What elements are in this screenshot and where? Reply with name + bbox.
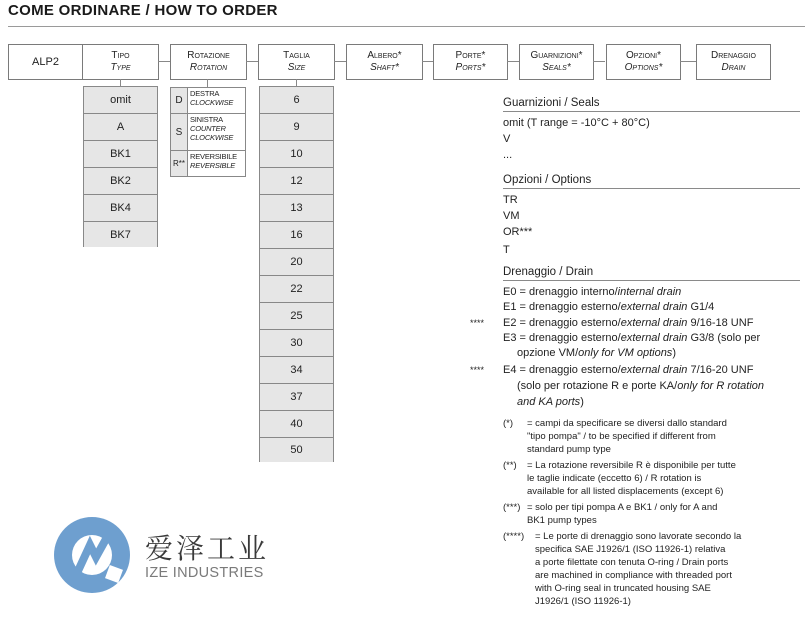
note-key: (***) [503, 502, 521, 513]
connector [246, 61, 258, 62]
footnote-mark: **** [470, 318, 485, 328]
connector [334, 61, 346, 62]
size-option: 20 [260, 248, 333, 275]
type-options-list [83, 86, 158, 247]
option-item: T [503, 244, 510, 256]
rotation-code: R** [171, 151, 188, 176]
rotation-en: CLOCKWISE [190, 98, 234, 107]
watermark-cn: 爱泽工业 [145, 532, 270, 565]
rotation-it: SINISTRA [190, 115, 223, 124]
note-key: (**) [503, 460, 517, 471]
rotation-it: DESTRA [190, 89, 220, 98]
model-code: ALP2 [32, 56, 59, 68]
size-options-list [259, 86, 334, 462]
option-item: VM [503, 210, 520, 222]
type-option: BK4 [84, 194, 157, 221]
label-it: Taglia [283, 50, 310, 61]
note-text: = Le porte di drenaggio sono lavorate secondo la specifica SAE J1926/1 (ISO 11926-1) relativa a porte filettate con tenuta O-ring / Drain ports are machined in compliance with threaded port with O-ring seal in truncated housing SAE J1926/1 (ISO 11926-1) [535, 531, 742, 607]
size-option: 25 [260, 302, 333, 329]
label-it: Rotazione [187, 50, 230, 61]
drain-item: E2 = drenaggio esterno/external drain 9/16-18 UNF [503, 317, 754, 329]
label-it: Porte* [455, 50, 486, 61]
label-en: Options* [624, 62, 663, 73]
type-option: BK7 [84, 221, 157, 247]
size-option: 34 [260, 356, 333, 383]
size-option: 12 [260, 167, 333, 194]
drain-heading: Drenaggio / Drain [503, 266, 800, 281]
size-option: 30 [260, 329, 333, 356]
code-box-model [8, 44, 83, 80]
code-box-size [258, 44, 335, 80]
size-option: 40 [260, 410, 333, 437]
rotation-option [171, 151, 245, 176]
footnote-mark: **** [470, 365, 485, 375]
connector [680, 61, 696, 62]
connector [422, 61, 433, 62]
code-box-shaft [346, 44, 423, 80]
connector [507, 61, 519, 62]
label-it: Drenaggio [711, 50, 756, 61]
title-divider [8, 26, 805, 27]
rotation-options-table [170, 87, 246, 177]
label-en: Rotation [189, 62, 228, 73]
size-option: 13 [260, 194, 333, 221]
drain-item-cont: and KA ports) [517, 396, 584, 408]
drain-item: E4 = drenaggio esterno/external drain 7/16-20 UNF [503, 364, 754, 376]
options-heading: Opzioni / Options [503, 174, 800, 189]
size-option: 16 [260, 221, 333, 248]
label-en: Size [287, 62, 306, 73]
connector [158, 61, 170, 62]
label-it: Guarnizioni* [530, 50, 583, 61]
label-it: Opzioni* [625, 50, 661, 61]
code-box-type [82, 44, 159, 80]
size-option: 37 [260, 383, 333, 410]
seal-item: V [503, 133, 511, 145]
rotation-it: REVERSIBILE [190, 152, 237, 161]
type-option: BK2 [84, 167, 157, 194]
size-option: 6 [260, 86, 333, 113]
label-it: Tipo [111, 50, 130, 61]
drain-item-cont: (solo per rotazione R e porte KA/only for R rotation [517, 380, 765, 392]
seals-heading: Guarnizioni / Seals [503, 97, 800, 112]
size-option: 10 [260, 140, 333, 167]
page-title: COME ORDINARE / HOW TO ORDER [8, 2, 278, 19]
drain-item: E3 = drenaggio esterno/external drain G3/8 (solo per [503, 332, 761, 344]
size-option: 9 [260, 113, 333, 140]
code-box-rotation [170, 44, 247, 80]
watermark-logo-icon [52, 515, 132, 595]
connector-rotation [207, 79, 208, 87]
drain-item: E1 = drenaggio esterno/external drain G1/4 [503, 301, 715, 313]
label-it: Albero* [367, 50, 402, 61]
size-option: 50 [260, 437, 333, 462]
option-item: TR [503, 194, 518, 206]
size-option: 22 [260, 275, 333, 302]
note-key: (****) [503, 531, 525, 542]
rotation-code: S [171, 114, 188, 150]
type-option: A [84, 113, 157, 140]
rotation-en: COUNTER CLOCKWISE [190, 124, 234, 142]
rotation-en: REVERSIBLE [190, 161, 236, 170]
rotation-code: D [171, 88, 188, 113]
rotation-option [171, 114, 245, 151]
note-text: = campi da specificare se diversi dallo standard "tipo pompa" / to be specified if different from standard pump type [527, 418, 727, 455]
note-text: = La rotazione reversibile R è disponibile per tutte le taglie indicate (eccetto 6) / R rotation is available for all listed displacements (except 6) [527, 460, 736, 497]
note-key: (*) [503, 418, 514, 429]
drain-item-cont: opzione VM/only for VM options) [517, 347, 676, 359]
rotation-option [171, 88, 245, 114]
seal-item: omit (T range = -10°C + 80°C) [503, 117, 650, 129]
watermark-en: IZE INDUSTRIES [145, 565, 264, 581]
option-item: OR*** [503, 226, 533, 238]
type-option: BK1 [84, 140, 157, 167]
code-box-ports [433, 44, 508, 80]
connector [593, 61, 605, 62]
note-text: = solo per tipi pompa A e BK1 / only for A and BK1 pump types [527, 502, 718, 526]
code-box-options [606, 44, 681, 80]
label-en: Type [110, 62, 131, 73]
code-box-drain [696, 44, 771, 80]
drain-item: E0 = drenaggio interno/internal drain [503, 286, 682, 298]
label-en: Ports* [455, 62, 486, 73]
label-en: Seals* [542, 62, 571, 73]
seal-item: ... [503, 149, 513, 161]
label-en: Shaft* [370, 62, 399, 73]
code-box-seals [519, 44, 594, 80]
label-en: Drain [721, 62, 746, 73]
type-option: omit [84, 86, 157, 113]
